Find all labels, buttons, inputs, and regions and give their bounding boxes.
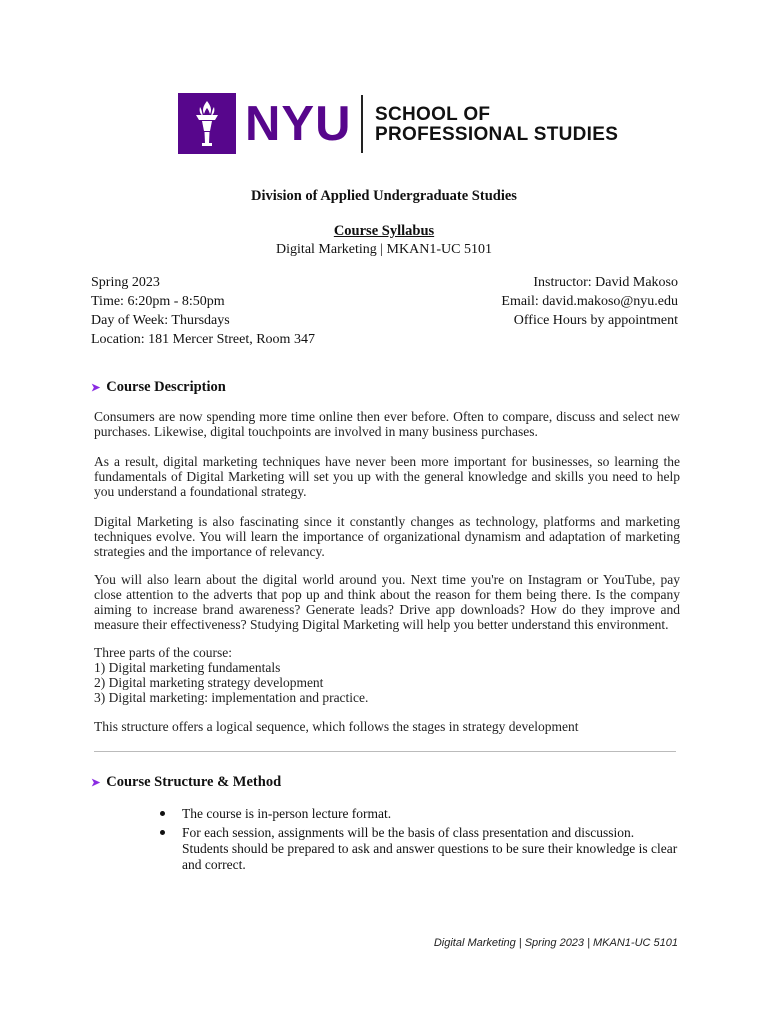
description-paragraph-3: Digital Marketing is also fascinating since it constantly changes as technology, platforms and marketing techniques evolve. You will learn the importance of organizational dynamism and adaptation of marketing strategies and the importance of relevancy.: [94, 514, 680, 559]
arrow-icon: ➤: [91, 777, 101, 789]
section-title-text: Course Structure & Method: [106, 774, 282, 790]
page-footer: Digital Marketing | Spring 2023 | MKAN1-UC 5101: [433, 937, 678, 949]
bullet-icon: [160, 811, 165, 816]
course-info: [91, 273, 315, 349]
course-term: Spring 2023: [91, 275, 160, 290]
course-name: Digital Marketing | MKAN1-UC 5101: [276, 242, 492, 257]
school-line-1: SCHOOL OF: [375, 104, 491, 125]
course-time: Time: 6:20pm - 8:50pm: [91, 294, 225, 309]
arrow-icon: ➤: [91, 382, 101, 394]
description-paragraph-2: As a result, digital marketing techniques have never been more important for businesses, so learning the fundamentals of Digital Marketing will set you up with the general knowledge and skills you need to help you understand a foundational strategy.: [94, 454, 680, 499]
course-description-heading: [91, 379, 226, 396]
school-name: [375, 105, 618, 145]
list-item: [160, 825, 680, 873]
bullet-icon: [160, 830, 165, 835]
description-paragraph-final: This structure offers a logical sequence, which follows the stages in strategy development: [94, 719, 579, 734]
instructor-info: [501, 273, 678, 330]
description-paragraph-4: You will also learn about the digital world around you. Next time you're on Instagram or YouTube, pay close attention to the adverts that pop up and think about the reason for them being there. Is the company aiming to increase brand awareness? Generate leads? Drive app downloads? How do they improve and measure their effectiveness? Studying Digital Marketing will help you better understand this environment.: [94, 572, 680, 632]
description-paragraph-1: Consumers are now spending more time online then ever before. Often to compare, discuss and select new purchases. Likewise, digital touchpoints are involved in many business purchases.: [94, 409, 680, 439]
course-parts-list: [94, 645, 680, 705]
syllabus-title: Course Syllabus: [333, 223, 435, 239]
section-title-text: Course Description: [106, 379, 226, 395]
bullet-text: The course is in-person lecture format.: [182, 806, 392, 821]
office-hours: Office Hours by appointment: [513, 313, 678, 328]
nyu-wordmark: NYU: [245, 97, 352, 151]
course-location: Location: 181 Mercer Street, Room 347: [91, 332, 315, 347]
part-2: 2) Digital marketing strategy development: [94, 675, 324, 690]
instructor-email: Email: david.makoso@nyu.edu: [501, 294, 678, 309]
part-3: 3) Digital marketing: implementation and practice.: [94, 690, 369, 705]
bullet-text: For each session, assignments will be the basis of class presentation and discussion. Students should be prepared to ask and answer questions to be sure their knowledge is clear and correct.: [182, 825, 678, 872]
instructor-name: Instructor: David Makoso: [533, 275, 678, 290]
school-line-2: PROFESSIONAL STUDIES: [375, 124, 619, 145]
logo-divider: [361, 95, 363, 153]
structure-bullet-list: [160, 806, 680, 876]
section-divider: [94, 751, 676, 752]
course-day: Day of Week: Thursdays: [91, 313, 230, 328]
part-1: 1) Digital marketing fundamentals: [94, 660, 281, 675]
parts-intro: Three parts of the course:: [94, 645, 232, 660]
course-structure-heading: [91, 774, 281, 791]
division-title: Division of Applied Undergraduate Studies: [251, 188, 517, 204]
nyu-sps-logo: [178, 93, 638, 155]
list-item: [160, 806, 680, 822]
torch-icon: [178, 93, 236, 154]
